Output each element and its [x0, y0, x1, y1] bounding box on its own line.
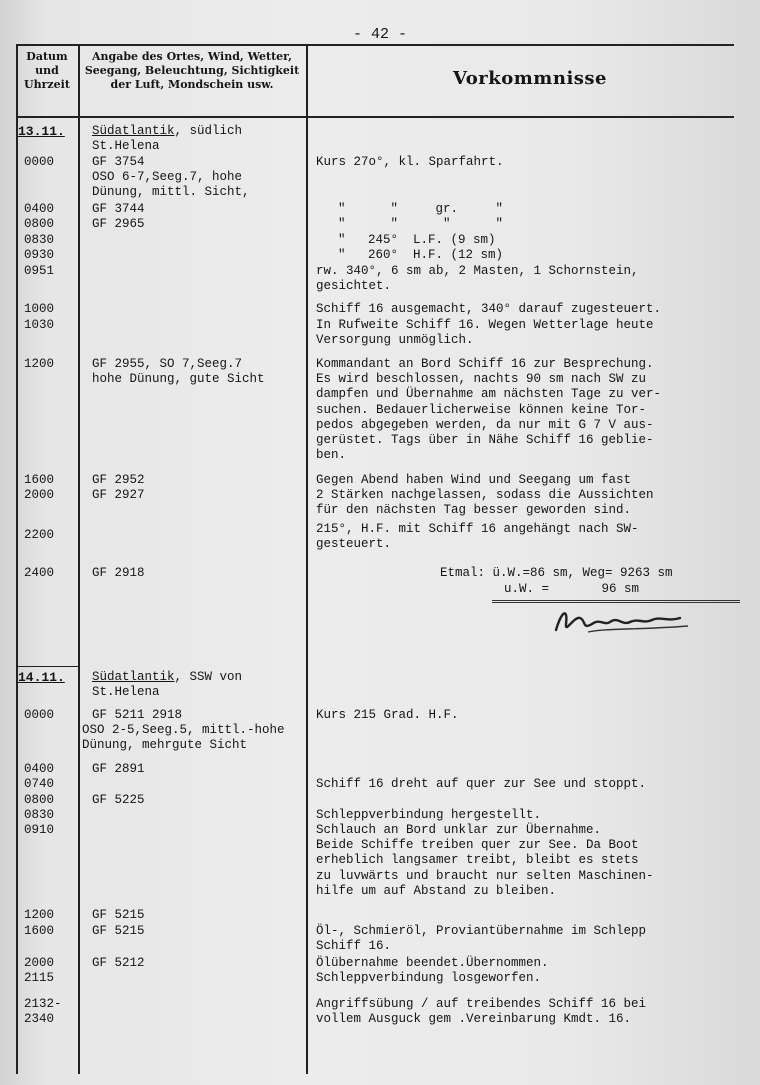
- event-entry: " 245° L.F. (9 sm): [338, 233, 496, 247]
- time-entry: 0930: [24, 248, 55, 262]
- time-entry: 0951: [24, 264, 55, 278]
- time-entry: 1000: [24, 302, 55, 316]
- column-rule-1: [78, 44, 80, 1074]
- time-entry: 1600: [24, 473, 55, 487]
- event-entry: Gegen Abend haben Wind und Seegang um fast 2 Stärken nachgelassen, sodass die Aussichten für den nächsten Tag besser geworden sind.: [316, 473, 654, 518]
- position-entry: GF 5225: [92, 793, 145, 807]
- time-entry: 0400: [24, 762, 55, 776]
- date-day1: 13.11.: [18, 124, 65, 139]
- weather-entry: OSO 6-7,Seeg.7, hohe Dünung, mittl. Sicht,: [92, 170, 250, 199]
- event-entry: " " " ": [338, 217, 504, 231]
- log-table: [16, 44, 734, 1074]
- time-entry: 0800: [24, 217, 55, 231]
- header-bottom-rule: [16, 116, 734, 118]
- etmal-line-2: u.W. = 96 sm: [504, 582, 640, 596]
- position-entry: GF 5212: [92, 956, 145, 970]
- position-entry: GF 5215: [92, 908, 145, 922]
- time-entry: 0910: [24, 823, 55, 837]
- event-entry: " " gr. ": [338, 202, 504, 216]
- time-entry: 2400: [24, 566, 55, 580]
- date-day2: 14.11.: [18, 670, 65, 685]
- time-entry: 2200: [24, 528, 55, 542]
- location-day2: Südatlantik, SSW von St.Helena: [92, 670, 243, 699]
- day-separator: [16, 666, 78, 667]
- signature-scribble: [548, 604, 698, 640]
- position-entry: GF 2891: [92, 762, 145, 776]
- time-entry: 0000: [24, 155, 55, 169]
- position-entry: GF 2918: [92, 566, 145, 580]
- position-entry: GF 5211 2918: [92, 708, 183, 722]
- header-datum: Datum und Uhrzeit: [24, 50, 70, 91]
- location-day1: Südatlantik, südlich St.Helena: [92, 124, 243, 153]
- time-entry: 0740: [24, 777, 55, 791]
- header-vorkommnisse: Vorkommnisse: [452, 68, 608, 89]
- time-entry: 1600: [24, 924, 55, 938]
- table-left-rule: [16, 44, 18, 1074]
- event-entry: " 260° H.F. (12 sm): [338, 248, 504, 262]
- position-entry: GF 2955, SO 7,Seeg.7 hohe Dünung, gute Sicht: [92, 357, 265, 386]
- time-entry: 1030: [24, 318, 55, 332]
- event-entry: Angriffsübung / auf treibendes Schiff 16 bei vollem Ausguck gem .Vereinbarung Kmdt. 16.: [316, 997, 647, 1027]
- etmal-double-rule: [492, 600, 740, 603]
- event-entry: Schleppverbindung losgeworfen.: [316, 971, 542, 985]
- event-entry: Schleppverbindung hergestellt.: [316, 808, 542, 822]
- time-entry: 0000: [24, 708, 55, 722]
- event-entry: Kommandant an Bord Schiff 16 zur Besprechung. Es wird beschlossen, nachts 90 sm nach SW zu dampfen und Übernahme am nächsten Tage zu ver- suchen. Bedauerlicherweise können keine Tor- pedos abgegeben werden, da nur mit G 7 V aus- gerüstet. Tags über in Nähe Schiff 16 geblie- ben.: [316, 357, 662, 463]
- time-entry: 2000: [24, 488, 55, 502]
- column-rule-2: [306, 44, 308, 1074]
- event-entry: In Rufweite Schiff 16. Wegen Wetterlage heute Versorgung unmöglich.: [316, 318, 654, 348]
- time-entry: 2132- 2340: [24, 997, 62, 1026]
- event-entry: rw. 340°, 6 sm ab, 2 Masten, 1 Schornstein, gesichtet.: [316, 264, 639, 294]
- table-top-rule: [16, 44, 734, 46]
- time-entry: 0830: [24, 233, 55, 247]
- position-entry: GF 2965: [92, 217, 145, 231]
- position-entry: GF 2927: [92, 488, 145, 502]
- position-entry: GF 3754: [92, 155, 145, 169]
- event-entry: Kurs 27o°, kl. Sparfahrt.: [316, 155, 504, 169]
- event-entry: Schiff 16 dreht auf quer zur See und stoppt.: [316, 777, 647, 791]
- time-entry: 0830: [24, 808, 55, 822]
- event-entry: Kurs 215 Grad. H.F.: [316, 708, 459, 722]
- event-entry: Ölübernahme beendet.Übernommen.: [316, 956, 549, 970]
- event-entry: 215°, H.F. mit Schiff 16 angehängt nach SW- gesteuert.: [316, 522, 639, 552]
- time-entry: 0400: [24, 202, 55, 216]
- header-angabe: Angabe des Ortes, Wind, Wetter, Seegang, Beleuchtung, Sichtigkeit der Luft, Mondschein usw.: [84, 50, 300, 91]
- time-entry: 2115: [24, 971, 55, 985]
- time-entry: 0800: [24, 793, 55, 807]
- weather-entry: OSO 2-5,Seeg.5, mittl.-hohe Dünung, mehrgute Sicht: [82, 723, 285, 752]
- event-entry: Öl-, Schmieröl, Proviantübernahme im Schlepp Schiff 16.: [316, 924, 647, 954]
- position-entry: GF 3744: [92, 202, 145, 216]
- time-entry: 1200: [24, 357, 55, 371]
- time-entry: 2000: [24, 956, 55, 970]
- event-entry: Schlauch an Bord unklar zur Übernahme. Beide Schiffe treiben quer zur See. Da Boot erheblich langsamer treibt, bleibt es stets zu luvwärts und braucht nur selten Maschinen- hilfe um auf Abstand zu bleiben.: [316, 823, 654, 898]
- etmal-line: Etmal: ü.W.=86 sm, Weg= 9263 sm: [440, 566, 673, 580]
- page-number: - 42 -: [352, 26, 407, 43]
- position-entry: GF 5215: [92, 924, 145, 938]
- position-entry: GF 2952: [92, 473, 145, 487]
- time-entry: 1200: [24, 908, 55, 922]
- event-entry: Schiff 16 ausgemacht, 340° darauf zugesteuert.: [316, 302, 662, 316]
